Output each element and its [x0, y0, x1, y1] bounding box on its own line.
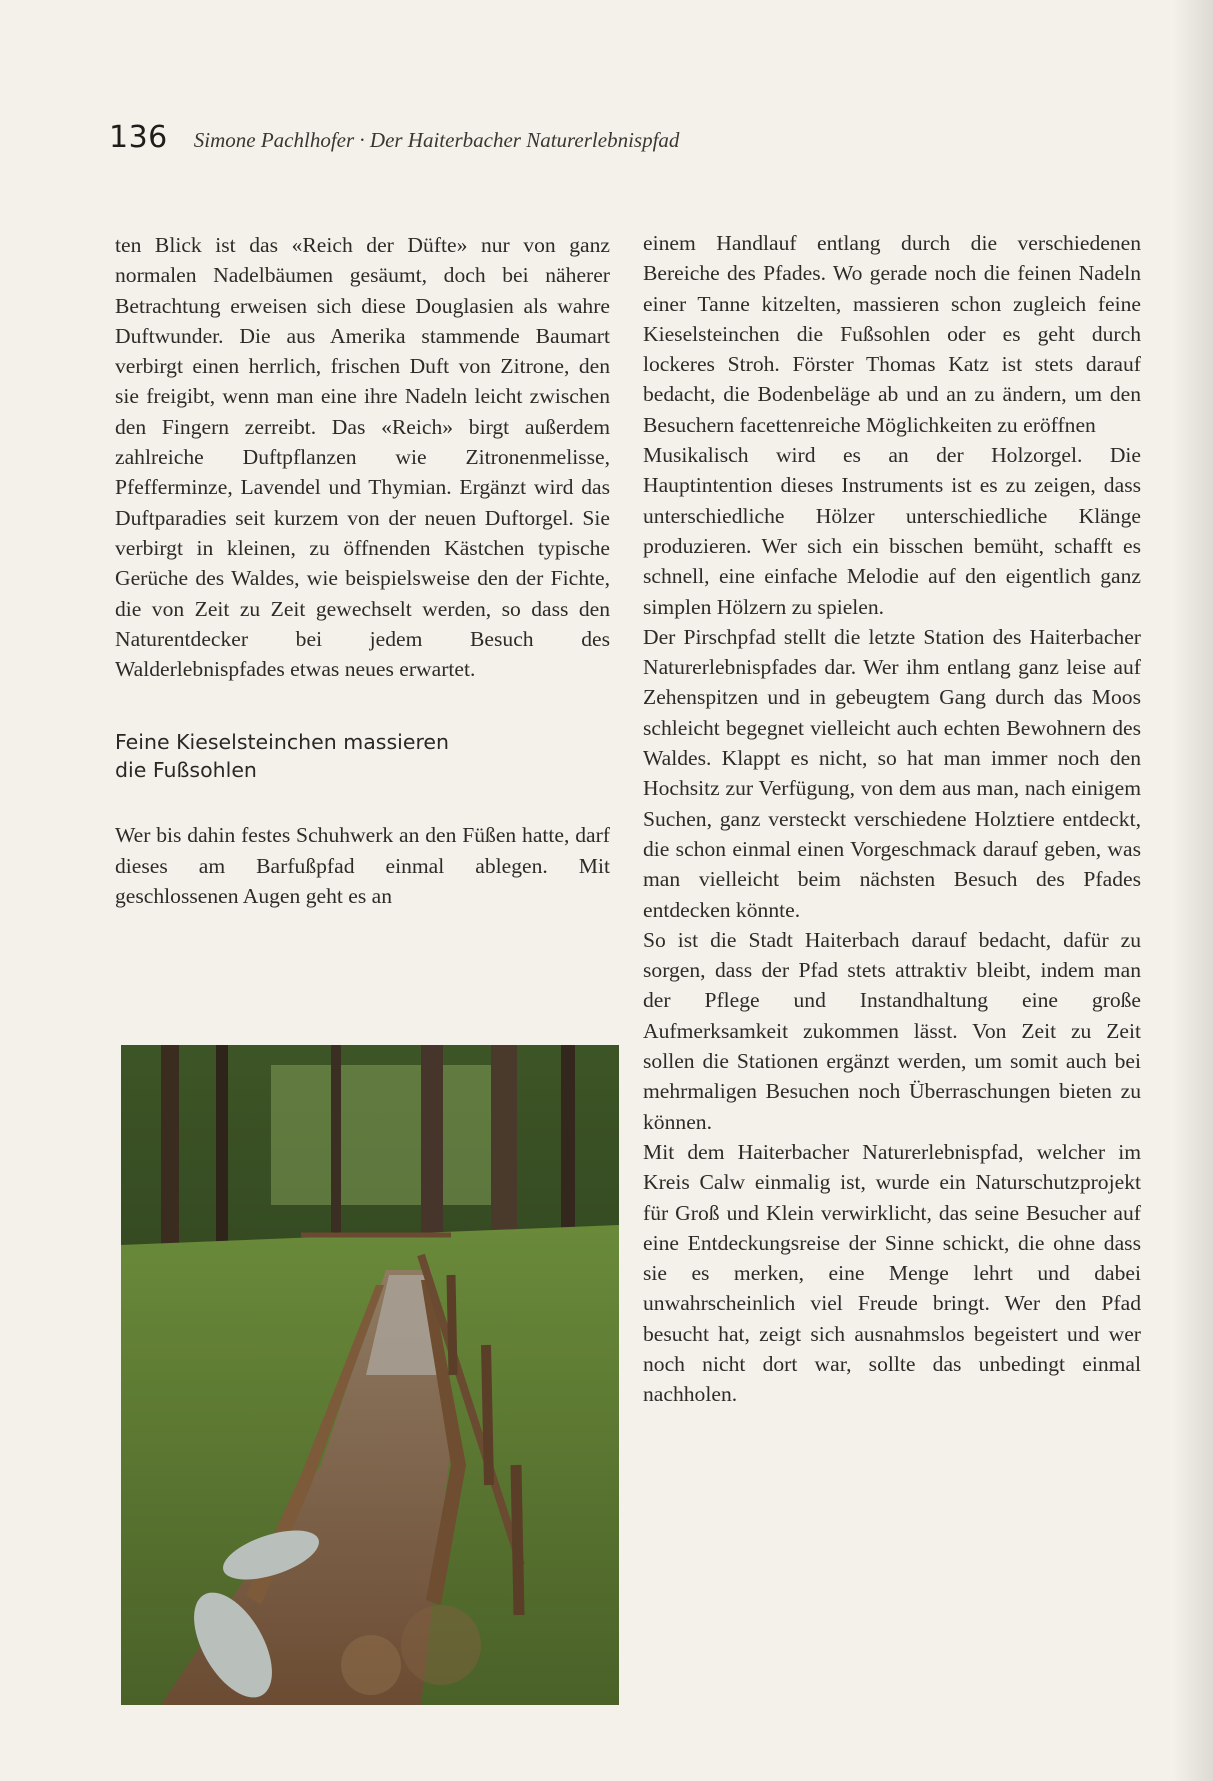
leaf-litter — [341, 1635, 401, 1695]
right-paragraph-5: Mit dem Haiterbacher Naturerlebnispfad, welcher im Kreis Calw einmalig ist, wurde ein Naturschutzprojekt für Groß und Klein verwirklicht, das seine Besucher auf eine Entdeckungsreise der Sinne schickt, die ohne dass sie es merken, eine Menge lehrt und dabei unwahrscheinlich viel Freude bringt. Wer den Pfad besucht hat, zeigt sich ausnahmslos begeistert und wer noch nicht dort war, sollte das unbedingt einmal nachholen. — [643, 1139, 1141, 1407]
barefoot-path-photo — [121, 1045, 619, 1705]
running-head — [109, 120, 1009, 166]
bright-clearing — [271, 1065, 501, 1205]
handrail-post — [516, 1465, 519, 1615]
left-paragraph-2: Wer bis dahin festes Schuhwerk an den Füßen hatte, darf dieses am Barfußpfad einmal ablegen. Mit geschlossenen Augen geht es an — [115, 823, 610, 909]
left-column — [115, 230, 610, 911]
running-title: Simone Pachlhofer · Der Haiterbacher Naturerlebnispfad — [193, 128, 680, 152]
right-paragraph-4: So ist die Stadt Haiterbach darauf bedacht, dafür zu sorgen, dass der Pfad stets attraktiv bleibt, indem man der Pflege und Instandhaltung eine große Aufmerksamkeit zukommen lässt. Von Zeit zu Zeit sollen die Stationen ergänzt werden, um somit auch bei mehrmaligen Besuchen noch Überraschungen bieten zu können. — [643, 927, 1141, 1134]
leaf-litter — [401, 1605, 481, 1685]
right-column — [643, 228, 1141, 1410]
section-subheading — [115, 728, 610, 784]
photo-illustration — [121, 1045, 619, 1705]
page-number: 136 — [109, 120, 168, 155]
right-paragraph-3: Der Pirschpfad stellt die letzte Station des Haiterbacher Naturerlebnispfades dar. Wer ihm entlang ganz leise auf Zehenspitzen und in gebeugtem Gang durch das Moos schleicht begegnet vielleicht auch echten Bewohnern des Waldes. Klappt es nicht, so hat man immer noch den Hochsitz zur Verfügung, von dem aus man, nach einigem Suchen, ganz versteckt verschiedene Holztiere entdeckt, die schon einmal einen Vorgeschmack darauf geben, was man vielleicht beim nächsten Besuch des Pfades entdecken könnte. — [643, 624, 1141, 922]
subheading-line-1: Feine Kieselsteinchen massieren — [115, 730, 450, 755]
right-paragraph-2: Musikalisch wird es an der Holzorgel. Die Hauptintention dieses Instruments ist es zu zeigen, dass unterschiedliche Hölzer unterschiedliche Klänge produzieren. Wer sich ein bisschen bemüht, schafft es schnell, eine einfache Melodie auf den eigentlich ganz simplen Hölzern zu spielen. — [643, 443, 1141, 619]
scan-shadow-edge — [1173, 0, 1213, 1781]
left-paragraph-1: ten Blick ist das «Reich der Düfte» nur von ganz normalen Nadelbäumen gesäumt, doch bei näherer Betrachtung erweisen sich diese Douglasien als wahre Duftwunder. Die aus Amerika stammende Baumart verbirgt einen herrlich, frischen Duft von Zitrone, den sie freigibt, wenn man eine ihre Nadeln leicht zwischen den Fingern zerreibt. Das «Reich» birgt außerdem zahlreiche Duftpflanzen wie Zitronenmelisse, Pfefferminze, Lavendel und Thymian. Ergänzt wird das Duftparadies seit kurzem von der neuen Duftorgel. Sie verbirgt in kleinen, zu öffnenden Kästchen typische Gerüche des Waldes, wie beispielsweise den der Fichte, die von Zeit zu Zeit gewechselt werden, so dass den Naturentdecker bei jedem Besuch des Walderlebnispfades etwas neues erwartet. — [115, 233, 610, 682]
handrail-post — [451, 1275, 453, 1375]
handrail-post — [486, 1345, 489, 1485]
right-paragraph-1: einem Handlauf entlang durch die verschiedenen Bereiche des Pfades. Wo gerade noch die feinen Nadeln einer Tanne kitzelten, massieren schon zugleich feine Kieselsteinchen die Fußsohlen oder es geht durch lockeres Stroh. Förster Thomas Katz ist stets darauf bedacht, die Bodenbeläge ab und an zu ändern, um den Besuchern facettenreiche Möglichkeiten zu eröffnen — [643, 231, 1141, 437]
tree-trunk — [216, 1045, 228, 1265]
tree-trunk — [331, 1045, 341, 1235]
subheading-line-2: die Fußsohlen — [115, 758, 257, 783]
